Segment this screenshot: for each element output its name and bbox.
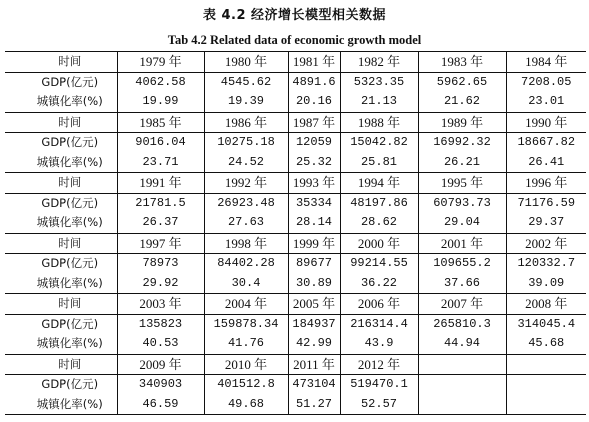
- gdp-cell: 99214.55: [340, 254, 418, 274]
- urbanization-cell: 40.53: [117, 334, 204, 354]
- table-caption-chinese: 表 4.2 经济增长模型相关数据: [202, 8, 387, 23]
- gdp-cell: [418, 375, 506, 395]
- year-cell: 1998 年: [204, 233, 288, 254]
- urbanization-cell: 44.94: [418, 334, 506, 354]
- year-cell: 2003 年: [117, 294, 204, 315]
- urbanization-cell: 26.41: [528, 154, 565, 169]
- gdp-cell: 4891.6: [288, 72, 340, 92]
- urbanization-cell: 29.37: [528, 215, 565, 230]
- gdp-cell: 135823: [117, 314, 204, 334]
- year-cell: 1984 年: [506, 52, 586, 73]
- urbanization-row: [5, 395, 586, 415]
- gdp-cell: 109655.2: [418, 254, 506, 274]
- urbanization-cell: 19.39: [204, 92, 288, 112]
- gdp-cell: [506, 375, 586, 395]
- urbanization-label: 城镇化率(%): [5, 334, 117, 354]
- year-cell: 1987 年: [288, 112, 340, 133]
- gdp-cell: 159878.34: [204, 314, 288, 334]
- time-row: [5, 233, 586, 254]
- year-cell: 1983 年: [418, 52, 506, 73]
- urbanization-cell: 49.68: [204, 395, 288, 415]
- time-row: [5, 173, 586, 194]
- urbanization-cell: [506, 395, 586, 415]
- gdp-cell: 48197.86: [340, 193, 418, 213]
- year-cell: 1988 年: [340, 112, 418, 133]
- urbanization-cell: 20.16: [288, 92, 340, 112]
- time-label: 时间: [5, 233, 117, 254]
- gdp-cell: 18667.82: [517, 135, 576, 150]
- gdp-cell: 16992.32: [418, 133, 506, 153]
- gdp-row: [5, 133, 586, 153]
- year-cell: 1993 年: [288, 173, 340, 194]
- urbanization-cell: 23.01: [528, 94, 565, 109]
- urbanization-cell: 37.66: [418, 274, 506, 294]
- urbanization-cell: 21.62: [418, 92, 506, 112]
- time-row: [5, 52, 586, 73]
- year-cell: 2007 年: [418, 294, 506, 315]
- gdp-row: [5, 314, 586, 334]
- gdp-cell: 120332.7: [517, 256, 576, 271]
- gdp-cell: 314045.4: [517, 316, 576, 331]
- urbanization-label: 城镇化率(%): [5, 153, 117, 173]
- urbanization-cell: 46.59: [117, 395, 204, 415]
- urbanization-cell: 45.68: [528, 336, 565, 351]
- gdp-label: GDP(亿元): [5, 254, 117, 274]
- year-cell: 1980 年: [204, 52, 288, 73]
- time-row: [5, 354, 586, 375]
- gdp-cell: 216314.4: [340, 314, 418, 334]
- urbanization-cell: 51.27: [288, 395, 340, 415]
- gdp-cell: 7208.05: [521, 74, 572, 89]
- data-table: [5, 51, 586, 415]
- time-row: [5, 294, 586, 315]
- gdp-label: GDP(亿元): [5, 133, 117, 153]
- year-cell: 2012 年: [340, 354, 418, 375]
- year-cell: 1990 年: [506, 112, 586, 133]
- urbanization-cell: 42.99: [288, 334, 340, 354]
- year-cell: 2006 年: [340, 294, 418, 315]
- urbanization-cell: [418, 395, 506, 415]
- time-label: 时间: [5, 173, 117, 194]
- gdp-cell: 15042.82: [340, 133, 418, 153]
- urbanization-cell: 25.32: [288, 153, 340, 173]
- gdp-cell: 21781.5: [117, 193, 204, 213]
- year-cell: [418, 354, 506, 375]
- urbanization-cell: 30.89: [288, 274, 340, 294]
- urbanization-label: 城镇化率(%): [5, 395, 117, 415]
- gdp-row: [5, 72, 586, 92]
- year-cell: 2010 年: [204, 354, 288, 375]
- urbanization-row: [5, 213, 586, 233]
- year-cell: [506, 354, 586, 375]
- year-cell: 1999 年: [288, 233, 340, 254]
- urbanization-row: [5, 274, 586, 294]
- time-label: 时间: [5, 52, 117, 73]
- gdp-cell: 71176.59: [517, 195, 576, 210]
- gdp-row: [5, 193, 586, 213]
- year-cell: 1985 年: [117, 112, 204, 133]
- urbanization-cell: 36.22: [340, 274, 418, 294]
- gdp-cell: 10275.18: [204, 133, 288, 153]
- gdp-label: GDP(亿元): [5, 375, 117, 395]
- gdp-cell: 4062.58: [117, 72, 204, 92]
- year-cell: 2005 年: [288, 294, 340, 315]
- gdp-cell: 60793.73: [418, 193, 506, 213]
- urbanization-cell: 30.4: [204, 274, 288, 294]
- urbanization-cell: 27.63: [204, 213, 288, 233]
- gdp-cell: 4545.62: [204, 72, 288, 92]
- urbanization-cell: 39.09: [528, 275, 565, 290]
- economic-growth-data-table: [5, 51, 586, 415]
- gdp-cell: 340903: [117, 375, 204, 395]
- gdp-cell: 473104: [288, 375, 340, 395]
- urbanization-cell: 52.57: [340, 395, 418, 415]
- year-cell: 2009 年: [117, 354, 204, 375]
- year-cell: 2000 年: [340, 233, 418, 254]
- gdp-cell: 265810.3: [418, 314, 506, 334]
- gdp-cell: 5323.35: [340, 72, 418, 92]
- year-cell: 1996 年: [506, 173, 586, 194]
- gdp-cell: 519470.1: [340, 375, 418, 395]
- urbanization-label: 城镇化率(%): [5, 274, 117, 294]
- gdp-label: GDP(亿元): [5, 193, 117, 213]
- urbanization-cell: 25.81: [340, 153, 418, 173]
- time-label: 时间: [5, 112, 117, 133]
- urbanization-label: 城镇化率(%): [5, 92, 117, 112]
- urbanization-cell: 24.52: [204, 153, 288, 173]
- year-cell: 2008 年: [506, 294, 586, 315]
- year-cell: 1997 年: [117, 233, 204, 254]
- urbanization-cell: 19.99: [117, 92, 204, 112]
- year-cell: 2001 年: [418, 233, 506, 254]
- year-cell: 1994 年: [340, 173, 418, 194]
- year-cell: 1982 年: [340, 52, 418, 73]
- year-cell: 1986 年: [204, 112, 288, 133]
- year-cell: 1979 年: [117, 52, 204, 73]
- urbanization-row: [5, 153, 586, 173]
- urbanization-cell: 26.37: [117, 213, 204, 233]
- year-cell: 1992 年: [204, 173, 288, 194]
- urbanization-row: [5, 334, 586, 354]
- urbanization-cell: 29.92: [117, 274, 204, 294]
- urbanization-cell: 23.71: [117, 153, 204, 173]
- table-body: [5, 52, 586, 415]
- urbanization-cell: 43.9: [340, 334, 418, 354]
- table-caption-english: Tab 4.2 Related data of economic growth model: [167, 33, 422, 47]
- time-label: 时间: [5, 294, 117, 315]
- year-cell: 2011 年: [288, 354, 340, 375]
- gdp-cell: 78973: [117, 254, 204, 274]
- gdp-row: [5, 375, 586, 395]
- gdp-cell: 26923.48: [204, 193, 288, 213]
- gdp-cell: 5962.65: [418, 72, 506, 92]
- gdp-row: [5, 254, 586, 274]
- year-cell: 1981 年: [288, 52, 340, 73]
- year-cell: 1991 年: [117, 173, 204, 194]
- urbanization-row: [5, 92, 586, 112]
- gdp-cell: 35334: [288, 193, 340, 213]
- urbanization-cell: 26.21: [418, 153, 506, 173]
- urbanization-label: 城镇化率(%): [5, 213, 117, 233]
- time-row: [5, 112, 586, 133]
- year-cell: 1989 年: [418, 112, 506, 133]
- gdp-cell: 184937: [288, 314, 340, 334]
- gdp-cell: 401512.8: [204, 375, 288, 395]
- gdp-label: GDP(亿元): [5, 72, 117, 92]
- gdp-cell: 84402.28: [204, 254, 288, 274]
- gdp-label: GDP(亿元): [5, 314, 117, 334]
- gdp-cell: 12059: [288, 133, 340, 153]
- year-cell: 2004 年: [204, 294, 288, 315]
- urbanization-cell: 41.76: [204, 334, 288, 354]
- year-cell: 1995 年: [418, 173, 506, 194]
- urbanization-cell: 28.14: [288, 213, 340, 233]
- gdp-cell: 9016.04: [117, 133, 204, 153]
- year-cell: 2002 年: [506, 233, 586, 254]
- urbanization-cell: 29.04: [418, 213, 506, 233]
- time-label: 时间: [5, 354, 117, 375]
- gdp-cell: 89677: [288, 254, 340, 274]
- urbanization-cell: 28.62: [340, 213, 418, 233]
- urbanization-cell: 21.13: [340, 92, 418, 112]
